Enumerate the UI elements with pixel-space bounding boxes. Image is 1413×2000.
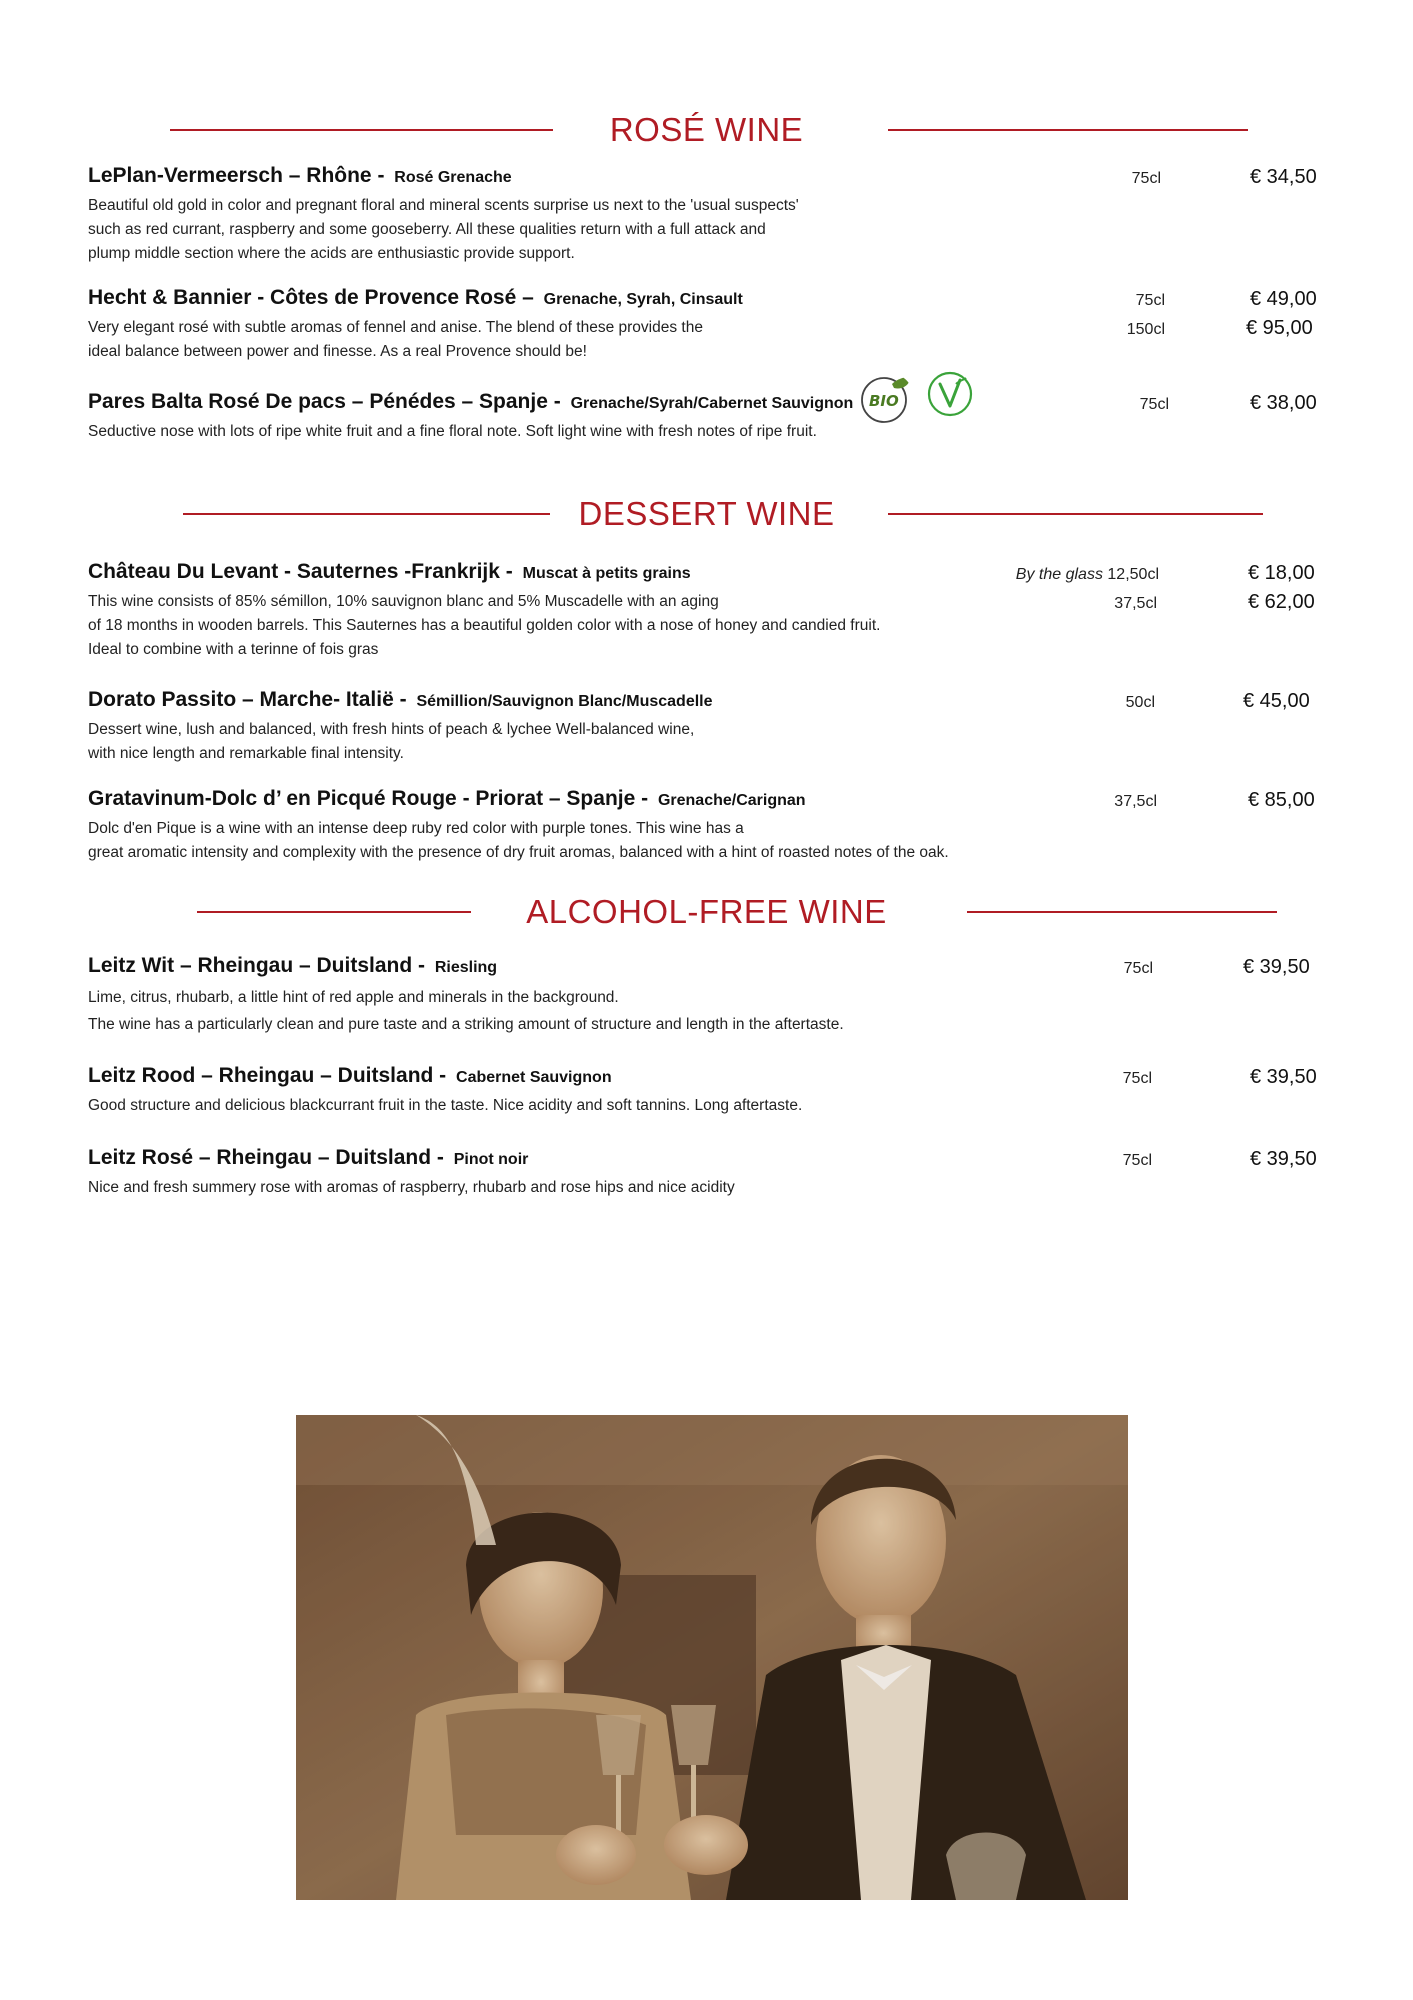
divider-line [967, 911, 1277, 913]
volume: 75cl [1122, 1070, 1152, 1087]
section-title: ROSÉ WINE [609, 111, 804, 148]
price: € 39,50 [1250, 1066, 1317, 1088]
volume: 75cl [1131, 170, 1161, 187]
wine-name: Leitz Rosé – Rheingau – Duitsland - [88, 1146, 450, 1169]
wine-description: Very elegant rosé with subtle aromas of fennel and anise. The blend of these provides the ideal balance between power and finesse. As a real Provence should be! [88, 319, 703, 360]
grape-variety: Cabernet Sauvignon [456, 1069, 612, 1086]
wine-name: Leitz Rood – Rheingau – Duitsland - [88, 1064, 453, 1087]
price: € 38,00 [1250, 392, 1317, 414]
wine-description: Dessert wine, lush and balanced, with fresh hints of peach & lychee Well-balanced wine, with nice length and remarkable final intensity. [88, 721, 695, 762]
volume: By the glass 12,50cl [1015, 566, 1159, 583]
price: € 45,00 [1243, 690, 1310, 712]
volume: 37,5cl [1114, 793, 1157, 810]
grape-variety: Muscat à petits grains [522, 565, 691, 582]
wine-description: Seductive nose with lots of ripe white fruit and a fine floral note. Soft light wine with fresh notes of ripe fruit. [88, 423, 817, 440]
grape-variety: Rosé Grenache [394, 169, 512, 186]
price: € 62,00 [1248, 591, 1315, 613]
section-title: ALCOHOL-FREE WINE [526, 893, 887, 930]
volume: 50cl [1125, 694, 1155, 711]
grape-variety: Riesling [434, 959, 498, 976]
volume: 75cl [1135, 292, 1165, 309]
wine-name: Dorato Passito – Marche- Italië - [88, 688, 413, 711]
wine-name: Gratavinum-Dolc d’ en Picqué Rouge - Priorat – Spanje - [88, 787, 654, 810]
price: € 95,00 [1246, 317, 1313, 339]
wine-name: LePlan-Vermeersch – Rhône - [88, 164, 391, 187]
volume: 75cl [1122, 1152, 1152, 1169]
divider-line [888, 129, 1248, 131]
price: € 39,50 [1243, 956, 1310, 978]
price: € 18,00 [1248, 562, 1315, 584]
sepia-illustration [296, 1415, 1128, 1900]
svg-text:BIO: BIO [869, 392, 899, 410]
grape-variety: Pinot noir [453, 1151, 529, 1168]
grape-variety: Grenache, Syrah, Cinsault [543, 291, 743, 308]
vegan-icon [926, 370, 974, 418]
by-the-glass-label: By the glass [1015, 566, 1103, 583]
vintage-couple-photo [296, 1415, 1128, 1900]
grape-variety: Grenache/Carignan [657, 792, 806, 809]
wine-description: Nice and fresh summery rose with aromas of raspberry, rhubarb and rose hips and nice acidity [88, 1179, 735, 1196]
wine-name: Hecht & Bannier - Côtes de Provence Rosé – [88, 286, 540, 309]
price: € 85,00 [1248, 789, 1315, 811]
volume: 150cl [1126, 321, 1165, 338]
divider-line [888, 513, 1263, 515]
bio-leaf-icon [858, 372, 914, 424]
wine-description: Good structure and delicious blackcurrant fruit in the taste. Nice acidity and soft tannins. Long aftertaste. [88, 1097, 803, 1114]
wine-description: This wine consists of 85% sémillon, 10% sauvignon blanc and 5% Muscadelle with an aging of 18 months in wooden barrels. This Sauternes has a beautiful golden color with a nose of honey and candied fruit. Ideal to combine with a terinne of fois gras [88, 593, 881, 658]
wine-name: Leitz Wit – Rheingau – Duitsland - [88, 954, 431, 977]
wine-name: Pares Balta Rosé De pacs – Pénédes – Spanje - [88, 390, 567, 413]
volume: 75cl [1123, 960, 1153, 977]
volume: 75cl [1139, 396, 1169, 413]
wine-description: Beautiful old gold in color and pregnant floral and mineral scents surprise us next to the 'usual suspects' such as red currant, raspberry and some gooseberry. All these qualities return with a full attack and plump middle section where the acids are enthusiastic provide support. [88, 197, 799, 262]
price: € 49,00 [1250, 288, 1317, 310]
price: € 34,50 [1250, 166, 1317, 188]
grape-variety: Sémillion/Sauvignon Blanc/Muscadelle [416, 693, 713, 710]
wine-name: Château Du Levant - Sauternes -Frankrijk - [88, 560, 519, 583]
wine-description: Dolc d'en Pique is a wine with an intense deep ruby red color with purple tones. This wine has a great aromatic intensity and complexity with the presence of dry fruit aromas, balanced with a hint of roasted notes of the oak. [88, 820, 949, 861]
section-title: DESSERT WINE [578, 495, 835, 532]
wine-description: Lime, citrus, rhubarb, a little hint of red apple and minerals in the background. The wine has a particularly clean and pure taste and a striking amount of structure and length in the aftertaste. [88, 989, 844, 1033]
grape-variety: Grenache/Syrah/Cabernet Sauvignon [570, 395, 854, 412]
price: € 39,50 [1250, 1148, 1317, 1170]
volume: 37,5cl [1114, 595, 1157, 612]
